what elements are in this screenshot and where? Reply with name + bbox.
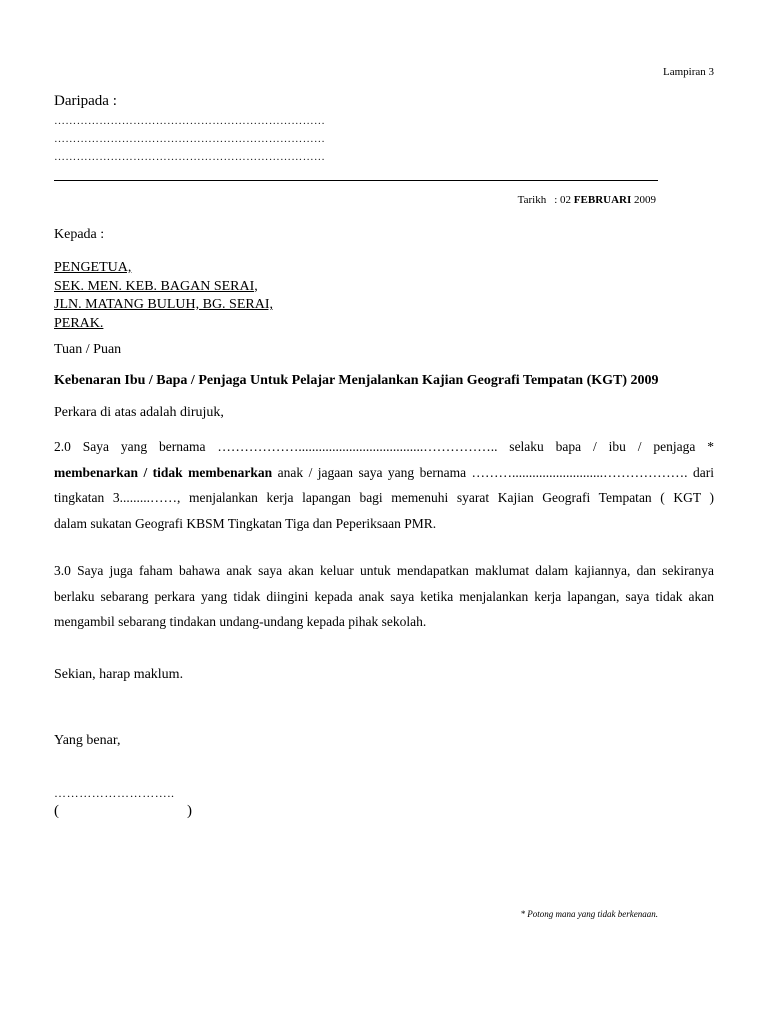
paragraph-3 [54,558,714,635]
paragraph-line: 2.0 Saya yang bernama ……………….....................................…………….. selaku bapa / ibu / penjaga * [54,439,714,454]
recipient-label: Kepada : [54,227,105,242]
header-divider [54,180,658,181]
open-paren: ( [54,803,59,819]
address-line: PERAK. [54,315,104,331]
date-year: 2009 [631,194,656,206]
closing-line: Sekian, harap maklum. [54,667,184,682]
paragraph-line: dalam sukatan Geografi KBSM Tingkatan Tiga dan Peperiksaan PMR. [54,515,437,531]
sender-line-1: ……………………………………………………………… [54,115,326,127]
date-day: : 02 [554,194,574,206]
paragraph-line [54,460,714,486]
footnote: * Potong mana yang tidak berkenaan. [520,909,658,919]
salutation: Tuan / Puan [54,342,122,357]
address-line: SEK. MEN. KEB. BAGAN SERAI, [54,278,258,294]
signature-line: ……………………….. [54,786,175,800]
consent-choice: membenarkan / tidak membenarkan [54,464,273,480]
date-label: Tarikh [517,194,547,206]
sender-label: Daripada : [54,93,117,109]
recipient-address [54,259,273,333]
paragraph-2 [54,434,714,536]
paragraph-line: tingkatan 3.........……, menjalankan kerja lapangan bagi memenuhi syarat Kajian Geografi Tempatan ( KGT ) [54,490,714,505]
sender-line-3: ……………………………………………………………… [54,151,326,163]
address-line: JLN. MATANG BULUH, BG. SERAI, [54,297,273,312]
date-month: FEBRUARI [573,194,632,206]
paragraph-line: berlaku sebarang perkara yang tidak diingini kepada anak saya ketika menjalankan kerja lapangan, saya tidak akan [54,588,714,604]
date-line [518,194,656,206]
child-name-line: anak / jagaan saya yang bernama ………...........................………………. dari [272,464,715,480]
sign-off: Yang benar, [54,733,121,748]
appendix-label: Lampiran 3 [662,66,714,78]
close-paren: ) [187,803,192,819]
sender-line-2: ……………………………………………………………… [54,133,326,145]
paragraph-line: 3.0 Saya juga faham bahawa anak saya akan keluar untuk mendapatkan maklumat dalam kajiannya, dan sekiranya [54,563,714,578]
address-line: PENGETUA, [54,260,132,275]
letter-subject: Kebenaran Ibu / Bapa / Penjaga Untuk Pelajar Menjalankan Kajian Geografi Tempatan (KGT) 2009 [54,373,659,388]
reference-line: Perkara di atas adalah dirujuk, [54,405,224,420]
paragraph-line: mengambil sebarang tindakan undang-undang kepada pihak sekolah. [54,614,427,629]
signatory-name-field [54,803,192,820]
